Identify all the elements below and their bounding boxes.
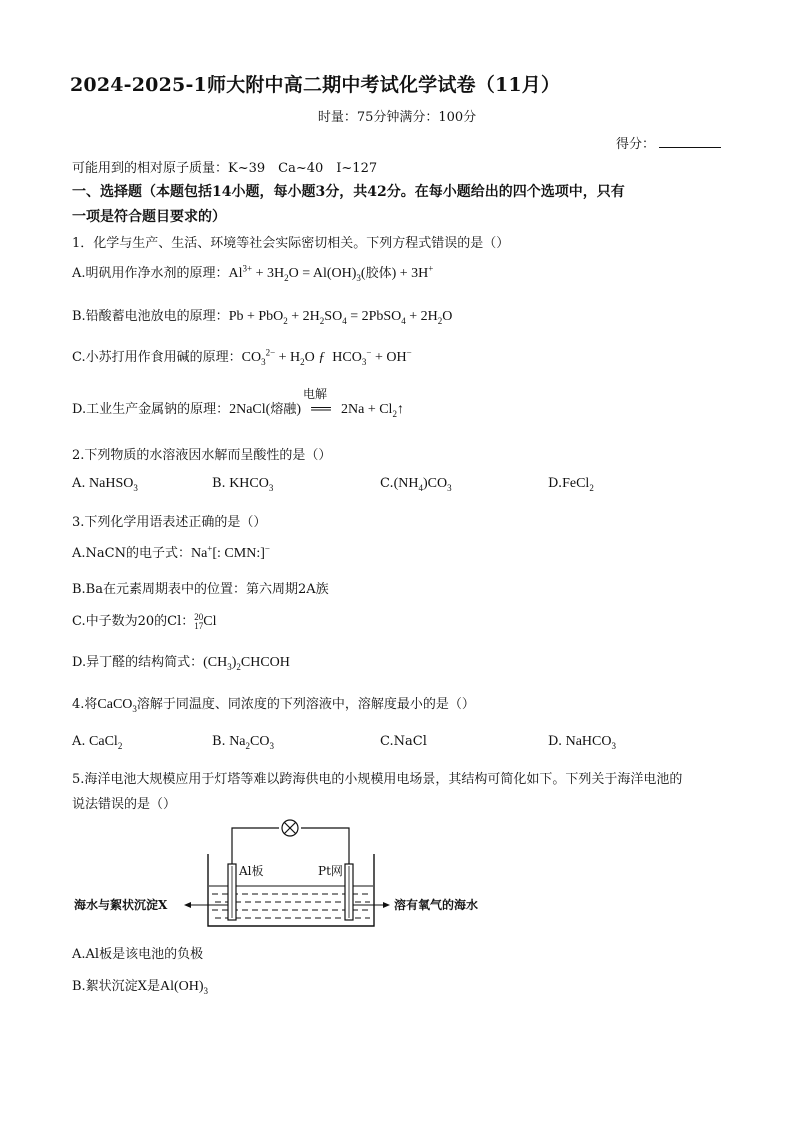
q2-stem: 2.下列物质的水溶液因水解而呈酸性的是（） (72, 448, 332, 463)
q5-option-a[interactable]: A.Al板是该电池的负极 (72, 947, 204, 962)
score-blank[interactable] (659, 135, 721, 148)
q3-stem: 3.下列化学用语表述正确的是（） (72, 515, 267, 530)
q5-stem-line2: 说法错误的是（） (72, 797, 177, 812)
right-solution-label: 溶有氧气的海水 (394, 898, 479, 912)
q2-option-a[interactable]: A. NaHSO$_3$ (72, 476, 138, 493)
score-field (616, 133, 721, 152)
ocean-battery-diagram (72, 818, 512, 933)
q1-option-c[interactable] (72, 346, 412, 367)
atomic-mass-line: 可能用到的相对原子质量：K~39 Ca~40 I~127 (72, 161, 378, 176)
bulb-icon (282, 820, 298, 836)
q2-option-b[interactable]: B. $KHCO_3$ (212, 476, 274, 493)
section1-heading-1: 一、选择题（本题包括14小题，每小题3分，共42分。在每小题给出的四个选项中，只有 (72, 184, 625, 200)
nacn-electron-formula: Na+[: CMN:]− (190, 543, 270, 561)
q4-option-b[interactable]: B. $Na_2CO_3$ (212, 734, 274, 751)
q1-a-equation: $Al^{3+} + 3H_2O = Al(OH)_3$(胶体) + 3H+ (228, 263, 434, 283)
q4-option-d[interactable]: D. NaHCO$_3$ (548, 734, 616, 751)
q1-d-label: D.工业生产金属钠的原理： (72, 402, 230, 417)
q1-option-b[interactable] (72, 305, 452, 326)
q1-d-equation: 2NaCl(熔融) 电解 ══ $2Na + Cl_2↑$ (229, 387, 404, 419)
q1-option-a[interactable] (72, 262, 433, 283)
q3-option-d[interactable]: D.异丁醛的结构简式：$(CH_3)_2CHCOH$ (72, 655, 290, 672)
time-info: 时量：75分钟满分：100分 (317, 110, 477, 125)
q4-option-c[interactable]: C.NaCl (380, 734, 427, 749)
electrolysis-label: 电解 (303, 387, 328, 401)
q1-b-label: B.铅酸蓄电池放电的原理： (72, 309, 229, 324)
section1-heading-2: 一项是符合题目要求的） (72, 209, 226, 225)
isobutyraldehyde-formula: $(CH_3)_2CHCOH$ (203, 655, 290, 672)
q3-option-b[interactable]: B.Ba在元素周期表中的位置：第六周期2A族 (72, 582, 329, 597)
q5-option-b[interactable]: B.絮状沉淀X是$Al(OH)_3$ (72, 979, 208, 996)
left-solution-label: 海水与絮状沉淀X (74, 898, 168, 912)
q5-stem-line1: 5.海洋电池大规模应用于灯塔等难以跨海供电的小规模用电场景，其结构可简化如下。下列关于海洋电池的 (72, 772, 683, 787)
q3-option-c[interactable]: C.中子数为20的Cl：20 17Cl (72, 611, 217, 631)
q1-option-d[interactable] (72, 387, 404, 419)
q4-option-a[interactable]: A. CaCl$_2$ (72, 734, 123, 751)
q1-c-equation: $CO_3^{2-} + H_2O$ ƒ $HCO_3^- + OH^-$ (241, 347, 412, 367)
q4-stem: 4.将CaCO$_3$溶解于同温度、同浓度的下列溶液中，溶解度最小的是（） (72, 697, 475, 714)
q1-a-label: A.明矾用作净水剂的原理： (72, 266, 229, 281)
al-plate-label: Al板 (239, 864, 264, 878)
q1-b-equation: $Pb + PbO_2 + 2H_2SO_4$ = 2PbSO$_4$ + $2H_2O$ (228, 309, 453, 326)
q1-c-label: C.小苏打用作食用碱的原理： (72, 350, 242, 365)
q3-option-a[interactable]: A.NaCN的电子式：Na+[: CMN:]− (72, 543, 270, 561)
exam-title: 2024-2025-1师大附中高二期中考试化学试卷（11月） (70, 74, 561, 96)
q1-stem: 1．化学与生产、生活、环境等社会实际密切相关。下列方程式错误的是（） (72, 236, 510, 251)
q2-option-c[interactable]: $C.(NH_4)CO_3$ (380, 476, 452, 493)
pt-mesh-label: Pt网 (318, 864, 343, 878)
score-label: 得分： (616, 137, 656, 152)
q2-option-d[interactable]: D.FeCl$_2$ (548, 476, 594, 493)
cl-isotope: 20 17Cl (194, 611, 217, 631)
